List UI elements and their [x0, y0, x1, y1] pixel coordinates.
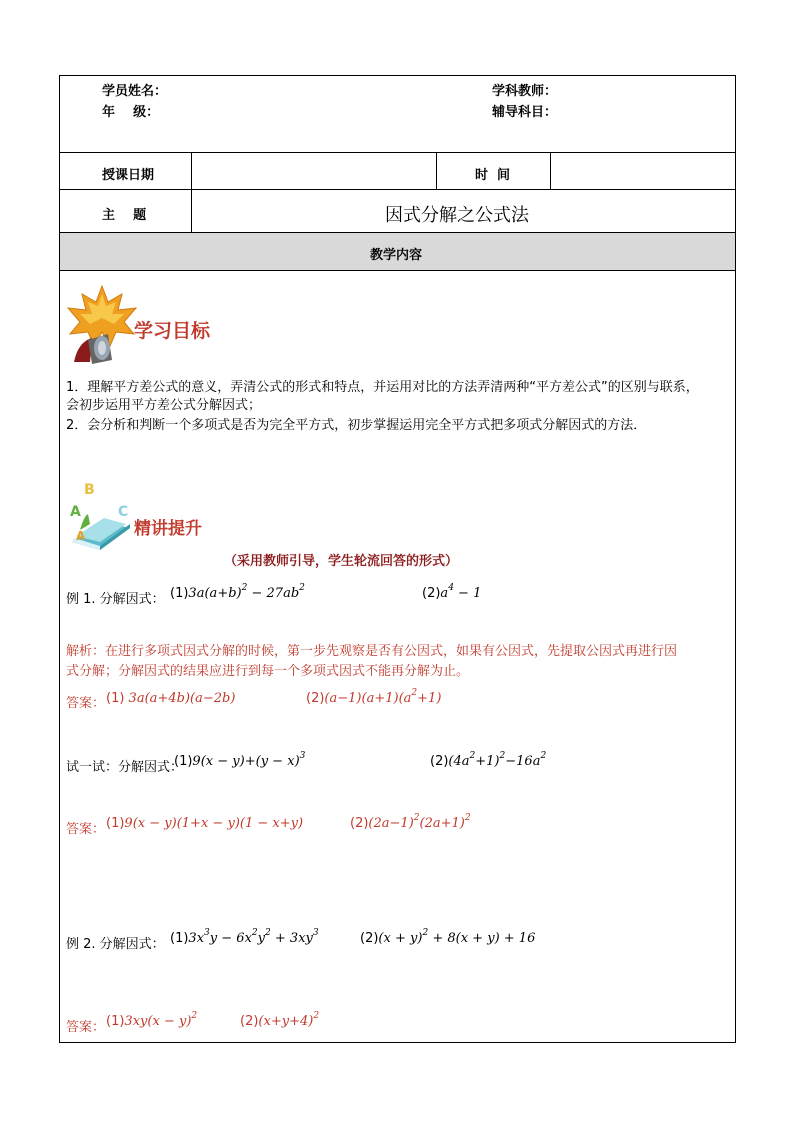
learning-goals-title: 学习目标: [134, 320, 211, 342]
try-it-q1: $(1)9(x - y)+(y - x)^3$: [174, 751, 306, 769]
svg-text:A: A: [76, 529, 86, 543]
date-label: 授课日期: [102, 168, 155, 183]
example-1-q1: $(1)3a(a+b)^2 - 27ab^2$: [170, 583, 305, 601]
svg-text:A: A: [70, 504, 81, 520]
lecture-title: 精讲提升: [134, 519, 202, 539]
lesson-sheet: [59, 75, 736, 1043]
row-divider: [60, 189, 735, 190]
try-it-answer-label: 答案：: [66, 822, 106, 837]
example-2-q2: $(2)(x + y)^2 + 8(x + y) + 16$: [360, 928, 536, 946]
example-1-analysis-cont: 式分解；分解因式的结果应进行到每一个多项式因式不能再分解为止。: [66, 664, 470, 679]
subject-label: 辅导科目：: [492, 105, 558, 120]
try-it-answer-1: (1)9(x − y)(1+x − y)(1 − x+y): [106, 816, 304, 831]
teacher-label: 学科教师：: [492, 84, 558, 99]
col-divider: [550, 152, 551, 189]
example-1-answer-label: 答案：: [66, 696, 106, 711]
example-2-q1: $(1)3x^3y - 6x^2y^2 + 3xy^3$: [170, 928, 319, 946]
goal-1-cont: 会初步运用平方差公式分解因式；: [66, 398, 262, 413]
example-1-answer-1: (1) 3a(a+4b)(a−2b): [106, 691, 236, 706]
svg-text:B: B: [84, 482, 95, 498]
example-2-answer-1: $(1)3xy(x - y)^2$: [106, 1011, 198, 1029]
example-2-label: 例 2. 分解因式：: [66, 937, 165, 952]
time-label: 时 间: [475, 168, 511, 183]
try-it-label: 试一试：分解因式：: [66, 760, 184, 775]
example-1-answer-2: $(2)(a-1)(a+1)(a^2+1)$: [306, 688, 442, 706]
abc-book-icon: [66, 480, 136, 550]
example-1-q2: $(2)a^4 - 1$: [422, 583, 482, 601]
example-2-answer-label: 答案：: [66, 1020, 106, 1035]
col-divider: [191, 152, 192, 232]
content-header: 教学内容: [370, 248, 423, 263]
goal-2: 2．会分析和判断一个多项式是否为完全平方式，初步掌握运用完全平方式把多项式分解因式的方法．: [66, 418, 647, 433]
try-it-q2: $(2)(4a^2+1)^2-16a^2$: [430, 751, 547, 769]
topic-label: 主 题: [102, 208, 147, 223]
row-divider: [60, 270, 735, 271]
goal-1: 1．理解平方差公式的意义，弄清公式的形式和特点，并运用对比的方法弄清两种“平方差公式”的区别与联系，: [66, 380, 699, 395]
student-name-label: 学员姓名：: [102, 84, 168, 99]
example-2-answer-2: $(2)(x+y+4)^2$: [240, 1011, 320, 1029]
topic-value: 因式分解之公式法: [385, 205, 529, 226]
try-it-answer-2: $(2)(2a-1)^2(2a+1)^2$: [350, 813, 471, 831]
example-1-analysis: 解析：在进行多项式因式分解的时候，第一步先观察是否有公因式，如果有公因式，先提取公因式再进行因: [66, 644, 678, 659]
maple-leaf-bell-icon: [64, 284, 140, 366]
example-1-label: 例 1. 分解因式：: [66, 592, 165, 607]
lecture-subtitle: （采用教师引导，学生轮流回答的形式）: [224, 554, 459, 569]
grade-label: 年 级：: [102, 105, 160, 120]
col-divider: [436, 152, 437, 189]
row-divider: [60, 152, 735, 153]
svg-text:C: C: [118, 504, 129, 520]
